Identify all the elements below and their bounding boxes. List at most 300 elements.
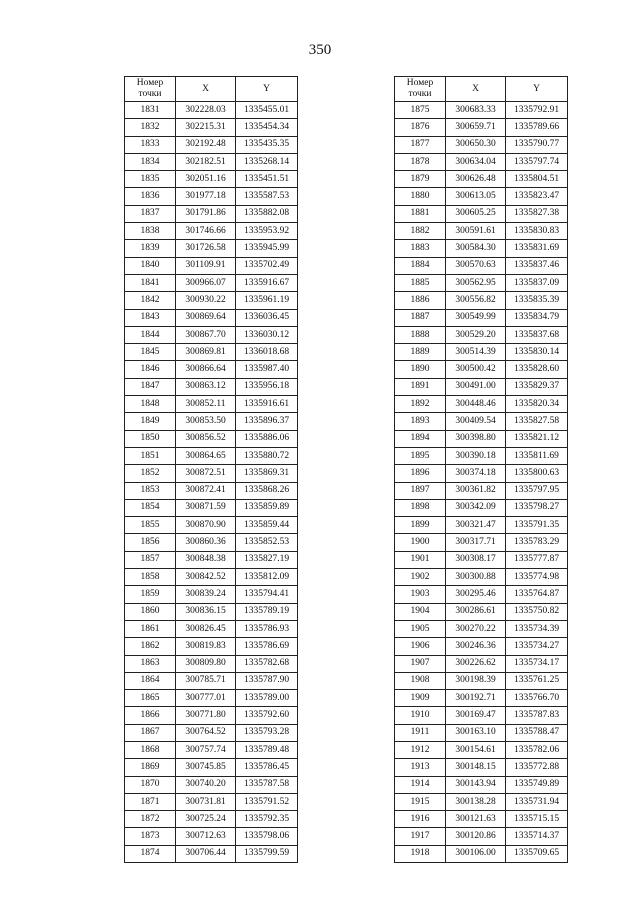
cell-point-number: 1838	[125, 223, 176, 240]
cell-x: 301791.86	[176, 205, 236, 222]
table-row	[395, 188, 568, 205]
cell-y: 1335789.66	[506, 119, 568, 136]
table-row	[395, 569, 568, 586]
cell-x: 300613.05	[446, 188, 506, 205]
table-row	[125, 482, 298, 499]
cell-y: 1336030.12	[236, 326, 298, 343]
coordinates-table-left	[124, 76, 298, 863]
cell-y: 1335961.19	[236, 292, 298, 309]
cell-point-number: 1845	[125, 344, 176, 361]
cell-y: 1335734.39	[506, 620, 568, 637]
cell-y: 1335798.27	[506, 499, 568, 516]
cell-y: 1335831.69	[506, 240, 568, 257]
cell-point-number: 1907	[395, 655, 446, 672]
table-row	[395, 517, 568, 534]
table-row	[125, 344, 298, 361]
table-row	[125, 153, 298, 170]
cell-y: 1335859.44	[236, 517, 298, 534]
cell-x: 300930.22	[176, 292, 236, 309]
table-row	[125, 257, 298, 274]
cell-x: 300650.30	[446, 136, 506, 153]
cell-y: 1335882.08	[236, 205, 298, 222]
cell-y: 1335734.27	[506, 638, 568, 655]
cell-point-number: 1866	[125, 707, 176, 724]
table-row	[395, 361, 568, 378]
cell-y: 1335792.91	[506, 102, 568, 119]
cell-point-number: 1854	[125, 499, 176, 516]
cell-point-number: 1896	[395, 465, 446, 482]
cell-y: 1335761.25	[506, 672, 568, 689]
table-row	[395, 672, 568, 689]
cell-x: 300852.11	[176, 396, 236, 413]
table-row	[125, 136, 298, 153]
cell-point-number: 1848	[125, 396, 176, 413]
cell-y: 1335766.70	[506, 690, 568, 707]
cell-point-number: 1906	[395, 638, 446, 655]
cell-point-number: 1868	[125, 741, 176, 758]
table-row	[395, 638, 568, 655]
cell-x: 300500.42	[446, 361, 506, 378]
cell-y: 1335834.79	[506, 309, 568, 326]
table-row	[395, 102, 568, 119]
cell-point-number: 1905	[395, 620, 446, 637]
table-row	[125, 102, 298, 119]
cell-x: 300809.80	[176, 655, 236, 672]
cell-x: 300764.52	[176, 724, 236, 741]
cell-x: 300866.64	[176, 361, 236, 378]
cell-y: 1335820.34	[506, 396, 568, 413]
table-row	[395, 223, 568, 240]
table-row	[125, 741, 298, 758]
cell-x: 301977.18	[176, 188, 236, 205]
table-row	[395, 776, 568, 793]
cell-point-number: 1904	[395, 603, 446, 620]
cell-x: 302182.51	[176, 153, 236, 170]
cell-x: 300853.50	[176, 413, 236, 430]
cell-point-number: 1912	[395, 741, 446, 758]
cell-x: 302051.16	[176, 171, 236, 188]
table-row	[395, 292, 568, 309]
table-row	[125, 396, 298, 413]
cell-point-number: 1886	[395, 292, 446, 309]
table-row	[395, 378, 568, 395]
cell-x: 300317.71	[446, 534, 506, 551]
cell-y: 1335837.09	[506, 274, 568, 291]
table-row	[395, 690, 568, 707]
cell-x: 302215.31	[176, 119, 236, 136]
cell-x: 300584.30	[446, 240, 506, 257]
cell-point-number: 1879	[395, 171, 446, 188]
cell-y: 1335786.69	[236, 638, 298, 655]
cell-y: 1335792.60	[236, 707, 298, 724]
cell-y: 1335797.95	[506, 482, 568, 499]
cell-y: 1335782.68	[236, 655, 298, 672]
table-row	[125, 430, 298, 447]
header-point-number: Номер точки	[125, 77, 176, 102]
cell-point-number: 1865	[125, 690, 176, 707]
table-row	[125, 811, 298, 828]
cell-point-number: 1872	[125, 811, 176, 828]
cell-y: 1335916.61	[236, 396, 298, 413]
table-row	[125, 690, 298, 707]
cell-point-number: 1873	[125, 828, 176, 845]
table-row	[395, 396, 568, 413]
cell-y: 1335789.00	[236, 690, 298, 707]
table-row	[395, 344, 568, 361]
table-row	[395, 171, 568, 188]
header-x: X	[176, 77, 236, 102]
cell-y: 1335896.37	[236, 413, 298, 430]
cell-y: 1335702.49	[236, 257, 298, 274]
cell-y: 1335830.83	[506, 223, 568, 240]
cell-y: 1335852.53	[236, 534, 298, 551]
cell-x: 300448.46	[446, 396, 506, 413]
table-row	[125, 620, 298, 637]
cell-point-number: 1885	[395, 274, 446, 291]
cell-x: 301726.58	[176, 240, 236, 257]
header-y: Y	[506, 77, 568, 102]
cell-x: 300731.81	[176, 793, 236, 810]
cell-point-number: 1874	[125, 845, 176, 862]
cell-y: 1335829.37	[506, 378, 568, 395]
table-row	[395, 724, 568, 741]
cell-x: 300870.90	[176, 517, 236, 534]
cell-y: 1335869.31	[236, 465, 298, 482]
cell-x: 300869.64	[176, 309, 236, 326]
table-row	[125, 724, 298, 741]
header-y: Y	[236, 77, 298, 102]
cell-point-number: 1862	[125, 638, 176, 655]
cell-point-number: 1890	[395, 361, 446, 378]
table-row	[125, 119, 298, 136]
table-row	[395, 136, 568, 153]
cell-x: 300148.15	[446, 759, 506, 776]
table-row	[395, 153, 568, 170]
cell-y: 1335764.87	[506, 586, 568, 603]
cell-y: 1335587.53	[236, 188, 298, 205]
table-row	[395, 655, 568, 672]
cell-y: 1335797.74	[506, 153, 568, 170]
cell-x: 300270.22	[446, 620, 506, 637]
cell-x: 301746.66	[176, 223, 236, 240]
cell-x: 300409.54	[446, 413, 506, 430]
cell-point-number: 1881	[395, 205, 446, 222]
cell-y: 1335800.63	[506, 465, 568, 482]
table-row	[125, 655, 298, 672]
cell-point-number: 1835	[125, 171, 176, 188]
cell-point-number: 1847	[125, 378, 176, 395]
cell-point-number: 1917	[395, 828, 446, 845]
table-row	[125, 171, 298, 188]
cell-x: 300562.95	[446, 274, 506, 291]
cell-x: 300785.71	[176, 672, 236, 689]
cell-point-number: 1911	[395, 724, 446, 741]
table-row	[395, 274, 568, 291]
table-row	[395, 793, 568, 810]
table-row	[125, 240, 298, 257]
cell-x: 300295.46	[446, 586, 506, 603]
cell-x: 300556.82	[446, 292, 506, 309]
table-row	[395, 741, 568, 758]
cell-x: 300869.81	[176, 344, 236, 361]
cell-y: 1335830.14	[506, 344, 568, 361]
cell-y: 1335749.89	[506, 776, 568, 793]
table-row	[125, 326, 298, 343]
cell-point-number: 1851	[125, 447, 176, 464]
table-row	[125, 517, 298, 534]
table-row	[125, 309, 298, 326]
table-row	[395, 430, 568, 447]
cell-y: 1335772.88	[506, 759, 568, 776]
cell-y: 1335782.06	[506, 741, 568, 758]
table-row	[395, 620, 568, 637]
cell-point-number: 1889	[395, 344, 446, 361]
cell-x: 300286.61	[446, 603, 506, 620]
cell-x: 302192.48	[176, 136, 236, 153]
coordinates-table-right	[394, 76, 568, 863]
cell-x: 300300.88	[446, 569, 506, 586]
cell-y: 1335811.69	[506, 447, 568, 464]
cell-point-number: 1891	[395, 378, 446, 395]
cell-point-number: 1909	[395, 690, 446, 707]
cell-point-number: 1856	[125, 534, 176, 551]
cell-point-number: 1831	[125, 102, 176, 119]
cell-x: 300591.61	[446, 223, 506, 240]
cell-y: 1335837.46	[506, 257, 568, 274]
cell-point-number: 1840	[125, 257, 176, 274]
cell-point-number: 1899	[395, 517, 446, 534]
table-body-right	[395, 102, 568, 863]
cell-point-number: 1888	[395, 326, 446, 343]
cell-x: 300745.85	[176, 759, 236, 776]
cell-point-number: 1903	[395, 586, 446, 603]
cell-x: 300712.63	[176, 828, 236, 845]
cell-y: 1335774.98	[506, 569, 568, 586]
cell-point-number: 1875	[395, 102, 446, 119]
table-row	[395, 482, 568, 499]
cell-y: 1335794.41	[236, 586, 298, 603]
cell-y: 1335435.35	[236, 136, 298, 153]
cell-x: 300725.24	[176, 811, 236, 828]
cell-point-number: 1880	[395, 188, 446, 205]
table-row	[125, 569, 298, 586]
cell-y: 1335837.68	[506, 326, 568, 343]
cell-y: 1335792.35	[236, 811, 298, 828]
cell-x: 300246.36	[446, 638, 506, 655]
cell-point-number: 1843	[125, 309, 176, 326]
cell-point-number: 1914	[395, 776, 446, 793]
table-row	[395, 413, 568, 430]
table-row	[125, 845, 298, 862]
table-row	[395, 603, 568, 620]
cell-point-number: 1877	[395, 136, 446, 153]
cell-point-number: 1870	[125, 776, 176, 793]
cell-point-number: 1859	[125, 586, 176, 603]
cell-y: 1335827.38	[506, 205, 568, 222]
table-row	[395, 205, 568, 222]
cell-point-number: 1887	[395, 309, 446, 326]
table-row	[125, 465, 298, 482]
cell-point-number: 1858	[125, 569, 176, 586]
cell-point-number: 1916	[395, 811, 446, 828]
cell-point-number: 1836	[125, 188, 176, 205]
cell-x: 300856.52	[176, 430, 236, 447]
cell-y: 1335789.19	[236, 603, 298, 620]
cell-x: 300872.41	[176, 482, 236, 499]
cell-point-number: 1832	[125, 119, 176, 136]
cell-point-number: 1850	[125, 430, 176, 447]
cell-y: 1335714.37	[506, 828, 568, 845]
table-row	[125, 551, 298, 568]
cell-x: 300966.07	[176, 274, 236, 291]
cell-point-number: 1876	[395, 119, 446, 136]
cell-point-number: 1910	[395, 707, 446, 724]
cell-y: 1335868.26	[236, 482, 298, 499]
table-row	[395, 447, 568, 464]
table-row	[125, 707, 298, 724]
cell-point-number: 1871	[125, 793, 176, 810]
table-row	[125, 223, 298, 240]
cell-point-number: 1839	[125, 240, 176, 257]
cell-point-number: 1895	[395, 447, 446, 464]
cell-y: 1335956.18	[236, 378, 298, 395]
cell-y: 1335786.45	[236, 759, 298, 776]
table-row	[125, 793, 298, 810]
cell-point-number: 1860	[125, 603, 176, 620]
cell-x: 300860.36	[176, 534, 236, 551]
cell-y: 1335798.06	[236, 828, 298, 845]
cell-point-number: 1846	[125, 361, 176, 378]
cell-y: 1335777.87	[506, 551, 568, 568]
cell-y: 1335804.51	[506, 171, 568, 188]
cell-point-number: 1855	[125, 517, 176, 534]
cell-point-number: 1849	[125, 413, 176, 430]
cell-point-number: 1883	[395, 240, 446, 257]
cell-y: 1335827.58	[506, 413, 568, 430]
cell-x: 300138.28	[446, 793, 506, 810]
table-row	[125, 188, 298, 205]
cell-x: 300529.20	[446, 326, 506, 343]
cell-x: 301109.91	[176, 257, 236, 274]
cell-x: 300570.63	[446, 257, 506, 274]
cell-point-number: 1867	[125, 724, 176, 741]
cell-point-number: 1857	[125, 551, 176, 568]
cell-x: 300120.86	[446, 828, 506, 845]
cell-point-number: 1869	[125, 759, 176, 776]
cell-x: 300819.83	[176, 638, 236, 655]
cell-x: 300626.48	[446, 171, 506, 188]
table-row	[395, 465, 568, 482]
cell-x: 300826.45	[176, 620, 236, 637]
cell-x: 300121.63	[446, 811, 506, 828]
cell-point-number: 1842	[125, 292, 176, 309]
cell-x: 300872.51	[176, 465, 236, 482]
table-row	[395, 119, 568, 136]
cell-y: 1335791.52	[236, 793, 298, 810]
cell-y: 1335709.65	[506, 845, 568, 862]
table-row	[125, 759, 298, 776]
table-row	[395, 811, 568, 828]
cell-x: 302228.03	[176, 102, 236, 119]
table-row	[125, 638, 298, 655]
cell-x: 300106.00	[446, 845, 506, 862]
page-number: 350	[308, 42, 332, 58]
table-row	[395, 257, 568, 274]
table-row	[395, 828, 568, 845]
cell-x: 300605.25	[446, 205, 506, 222]
table-row	[125, 776, 298, 793]
table-row	[125, 828, 298, 845]
cell-x: 300634.04	[446, 153, 506, 170]
table-row	[125, 499, 298, 516]
table-row	[395, 499, 568, 516]
header-point-number: Номер точки	[395, 77, 446, 102]
cell-y: 1335786.93	[236, 620, 298, 637]
cell-y: 1335790.77	[506, 136, 568, 153]
cell-point-number: 1844	[125, 326, 176, 343]
table-row	[125, 603, 298, 620]
cell-x: 300308.17	[446, 551, 506, 568]
cell-point-number: 1894	[395, 430, 446, 447]
cell-x: 300842.52	[176, 569, 236, 586]
cell-y: 1335886.06	[236, 430, 298, 447]
cell-point-number: 1908	[395, 672, 446, 689]
cell-y: 1335731.94	[506, 793, 568, 810]
table-row	[395, 240, 568, 257]
cell-point-number: 1882	[395, 223, 446, 240]
cell-x: 300169.47	[446, 707, 506, 724]
cell-x: 300740.20	[176, 776, 236, 793]
table-row	[395, 845, 568, 862]
cell-x: 300192.71	[446, 690, 506, 707]
cell-point-number: 1900	[395, 534, 446, 551]
cell-y: 1335455.01	[236, 102, 298, 119]
table-row	[125, 274, 298, 291]
table-row	[395, 309, 568, 326]
cell-point-number: 1892	[395, 396, 446, 413]
cell-x: 300549.99	[446, 309, 506, 326]
cell-point-number: 1864	[125, 672, 176, 689]
cell-y: 1335953.92	[236, 223, 298, 240]
table-row	[395, 551, 568, 568]
cell-y: 1335916.67	[236, 274, 298, 291]
cell-point-number: 1918	[395, 845, 446, 862]
cell-point-number: 1902	[395, 569, 446, 586]
cell-point-number: 1913	[395, 759, 446, 776]
cell-x: 300777.01	[176, 690, 236, 707]
cell-y: 1335791.35	[506, 517, 568, 534]
cell-y: 1336018.68	[236, 344, 298, 361]
cell-y: 1335880.72	[236, 447, 298, 464]
table-row	[125, 361, 298, 378]
cell-x: 300361.82	[446, 482, 506, 499]
table-body-left	[125, 102, 298, 863]
cell-y: 1335715.15	[506, 811, 568, 828]
cell-x: 300342.09	[446, 499, 506, 516]
cell-point-number: 1878	[395, 153, 446, 170]
table-row	[395, 534, 568, 551]
cell-point-number: 1853	[125, 482, 176, 499]
cell-point-number: 1863	[125, 655, 176, 672]
cell-y: 1336036.45	[236, 309, 298, 326]
cell-y: 1335793.28	[236, 724, 298, 741]
header-x: X	[446, 77, 506, 102]
table-row	[125, 205, 298, 222]
cell-y: 1335823.47	[506, 188, 568, 205]
cell-point-number: 1834	[125, 153, 176, 170]
table-row	[395, 707, 568, 724]
cell-y: 1335750.82	[506, 603, 568, 620]
